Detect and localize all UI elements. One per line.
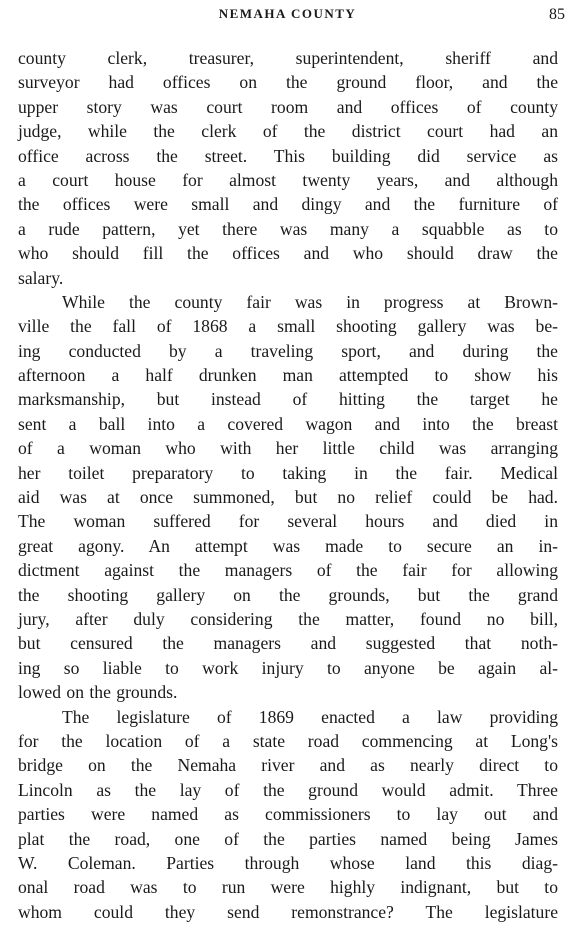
text-line: surveyor had offices on the ground floor, and the	[18, 72, 558, 93]
text-line: The woman suffered for several hours and died in	[18, 511, 558, 532]
text-line: plat the road, one of the parties named being James	[18, 828, 558, 849]
text-line: W. Coleman. Parties through whose land this diag-	[18, 852, 558, 873]
text-line: salary.	[18, 267, 64, 288]
text-line: county clerk, treasurer, superintendent, sheriff and	[18, 48, 558, 68]
text-line: ing conducted by a traveling sport, and during the	[18, 340, 558, 361]
paragraph	[18, 290, 558, 705]
text-line: dictment against the managers of the fair for allowing	[18, 560, 558, 581]
text-line: ville the fall of 1868 a small shooting gallery was be-	[18, 316, 558, 337]
text-line: aid was at once summoned, but no relief could be had.	[18, 487, 558, 508]
text-line: jury, after duly considering the matter, found no bill,	[18, 608, 558, 629]
text-line: onal road was to run were highly indignant, but to	[18, 877, 558, 898]
paragraph	[18, 705, 558, 925]
body-text	[18, 46, 558, 924]
running-head	[0, 6, 575, 26]
text-line: ing so liable to work injury to anyone be again al-	[18, 657, 558, 678]
text-line: lowed on the grounds.	[18, 682, 178, 703]
paragraph	[18, 46, 558, 290]
text-line: the offices were small and dingy and the furniture of	[18, 194, 558, 215]
text-line: who should fill the offices and who should draw the	[18, 243, 558, 264]
text-line: whom could they send remonstrance? The legislature	[18, 901, 558, 922]
page-header-title: NEMAHA COUNTY	[218, 6, 357, 21]
text-line: but censured the managers and suggested that noth-	[18, 633, 558, 654]
text-line: sent a ball into a covered wagon and into the breast	[18, 413, 558, 434]
text-line: judge, while the clerk of the district court had an	[18, 121, 558, 142]
text-line: marksmanship, but instead of hitting the target he	[18, 389, 558, 410]
text-line: bridge on the Nemaha river and as nearly direct to	[18, 755, 558, 776]
text-line: her toilet preparatory to taking in the fair. Medical	[18, 462, 558, 483]
text-line: upper story was court room and offices of county	[18, 96, 558, 117]
text-line: While the county fair was in progress at Brown-	[62, 291, 558, 312]
text-line: Lincoln as the lay of the ground would admit. Three	[18, 779, 558, 800]
text-line: great agony. An attempt was made to secure an in-	[18, 535, 558, 556]
text-line: a court house for almost twenty years, and although	[18, 169, 558, 190]
text-line: for the location of a state road commencing at Long's	[18, 730, 558, 751]
text-line: of a woman who with her little child was arranging	[18, 438, 558, 459]
page-number: 85	[549, 6, 565, 23]
text-line: The legislature of 1869 enacted a law providing	[62, 706, 558, 727]
text-line: office across the street. This building did service as	[18, 145, 558, 166]
text-line: afternoon a half drunken man attempted to show his	[18, 365, 558, 386]
text-line: the shooting gallery on the grounds, but the grand	[18, 584, 558, 605]
text-line: a rude pattern, yet there was many a squabble as to	[18, 218, 558, 239]
text-line: parties were named as commissioners to lay out and	[18, 804, 558, 825]
